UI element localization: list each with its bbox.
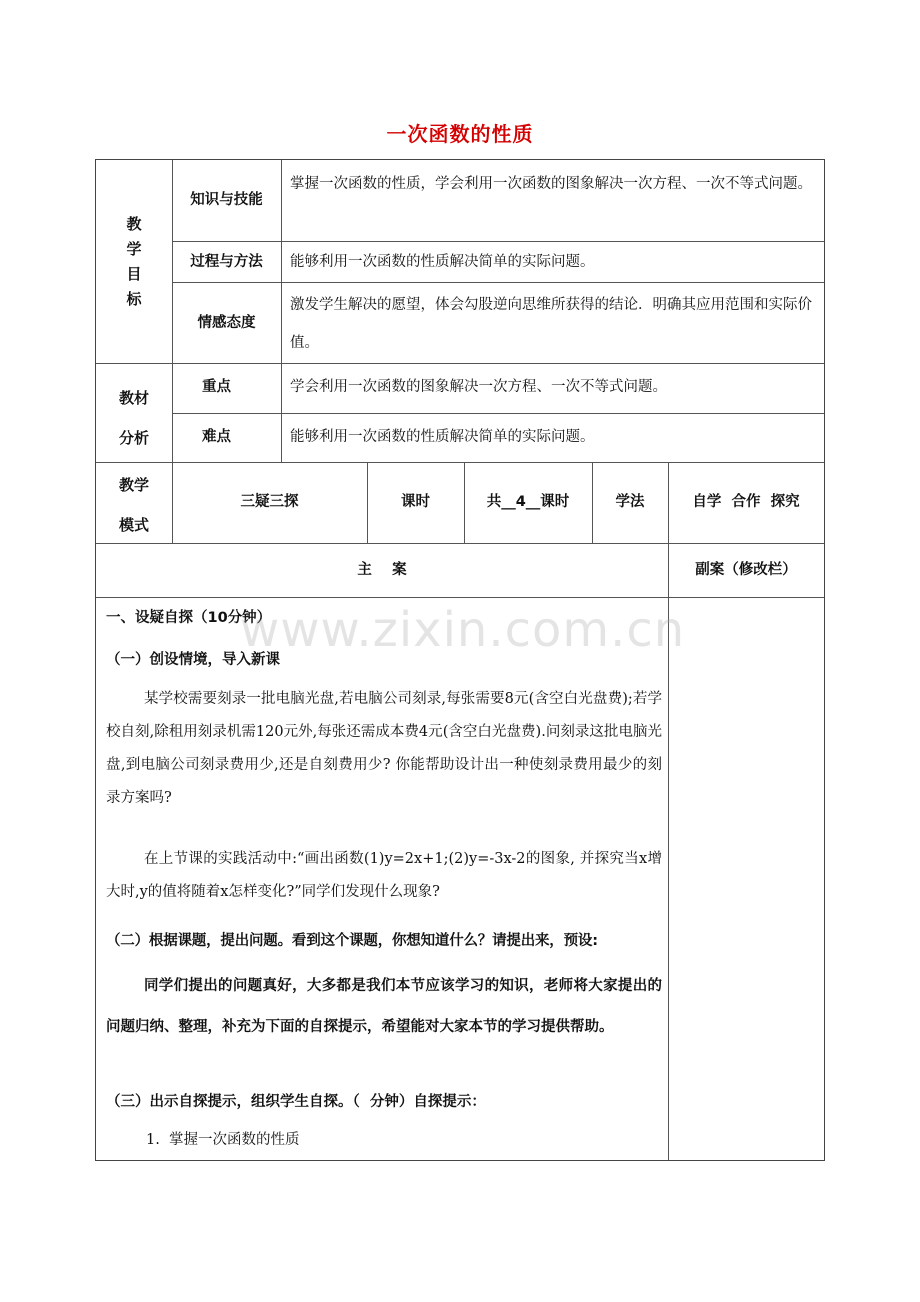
objective-label-attitude: 情感态度 bbox=[197, 315, 256, 331]
main-plan-header: 主 案 bbox=[357, 562, 407, 578]
divider bbox=[96, 543, 824, 544]
document-title: 一次函数的性质 bbox=[386, 122, 534, 146]
objective-content-process: 能够利用一次函数的性质解决简单的实际问题。 bbox=[290, 254, 595, 270]
objective-label-knowledge: 知识与技能 bbox=[190, 192, 263, 208]
method-label: 学法 bbox=[615, 494, 645, 510]
objective-label-process: 过程与方法 bbox=[190, 254, 263, 270]
lesson-plan-table bbox=[95, 159, 825, 1161]
objectives-header: 教 学 目 标 bbox=[126, 215, 142, 308]
scenario-paragraph: 某学校需要刻录一批电脑光盘,若电脑公司刻录,每张需要8元(含空白光盘费);若学校自刻,除租用刻录机需120元外,每张还需成本费4元(含空白光盘费).问刻录这批电脑光盘,到电脑公司刻录费用少,还是自刻费用少? 你能帮助设计出一种使刻录费用最少的刻录方案吗? bbox=[106, 691, 662, 806]
side-plan-header: 副案（修改栏） bbox=[695, 562, 797, 578]
material-header: 教材 分析 bbox=[118, 389, 149, 447]
method-value: 自学 合作 探究 bbox=[692, 494, 800, 510]
divider bbox=[96, 597, 824, 598]
watermark: www.zixin.com.cn bbox=[240, 602, 686, 658]
subsection-1-heading: （一）创设情境，导入新课 bbox=[106, 652, 280, 668]
mode-header: 教学 模式 bbox=[118, 476, 149, 534]
subsection-2-heading: （二）根据课题，提出问题。看到这个课题，你想知道什么？请提出来，预设: bbox=[106, 933, 598, 949]
key-point-label: 重点 bbox=[202, 379, 231, 395]
divider bbox=[96, 462, 824, 463]
difficulty-label: 难点 bbox=[202, 429, 231, 445]
subsection-3-heading: （三）出示自探提示，组织学生自探。（ 分钟）自探提示： bbox=[106, 1094, 486, 1110]
difficulty-content: 能够利用一次函数的性质解决简单的实际问题。 bbox=[290, 429, 595, 445]
teacher-summary-paragraph: 同学们提出的问题真好，大多都是我们本节应该学习的知识，老师将大家提出的问题归纳、整理，补充为下面的自探提示，希望能对大家本节的学习提供帮助。 bbox=[106, 978, 662, 1035]
exploration-item-1: 1. 掌握一次函数的性质 bbox=[146, 1132, 300, 1148]
divider bbox=[172, 413, 824, 414]
hours-value: 共__4__课时 bbox=[486, 494, 570, 510]
divider bbox=[172, 282, 824, 283]
mode-value: 三疑三探 bbox=[240, 494, 299, 510]
divider bbox=[281, 160, 282, 462]
hours-label: 课时 bbox=[401, 494, 430, 510]
key-point-content: 学会利用一次函数的图象解决一次方程、一次不等式问题。 bbox=[290, 379, 667, 395]
objective-content-knowledge: 掌握一次函数的性质，学会利用一次函数的图象解决一次方程、一次不等式问题。 bbox=[290, 176, 812, 192]
section-1-heading: 一、设疑自探（10分钟） bbox=[106, 610, 272, 626]
divider bbox=[172, 241, 824, 242]
activity-paragraph: 在上节课的实践活动中:“画出函数(1)y=2x+1;(2)y=-3x-2的图象, 并探究当x增大时,y的值将随着x怎样变化?”同学们发现什么现象? bbox=[106, 851, 662, 900]
divider bbox=[96, 363, 824, 364]
objective-content-attitude: 激发学生解决的愿望，体会勾股逆向思维所获得的结论．明确其应用范围和实际价值。 bbox=[290, 297, 812, 351]
